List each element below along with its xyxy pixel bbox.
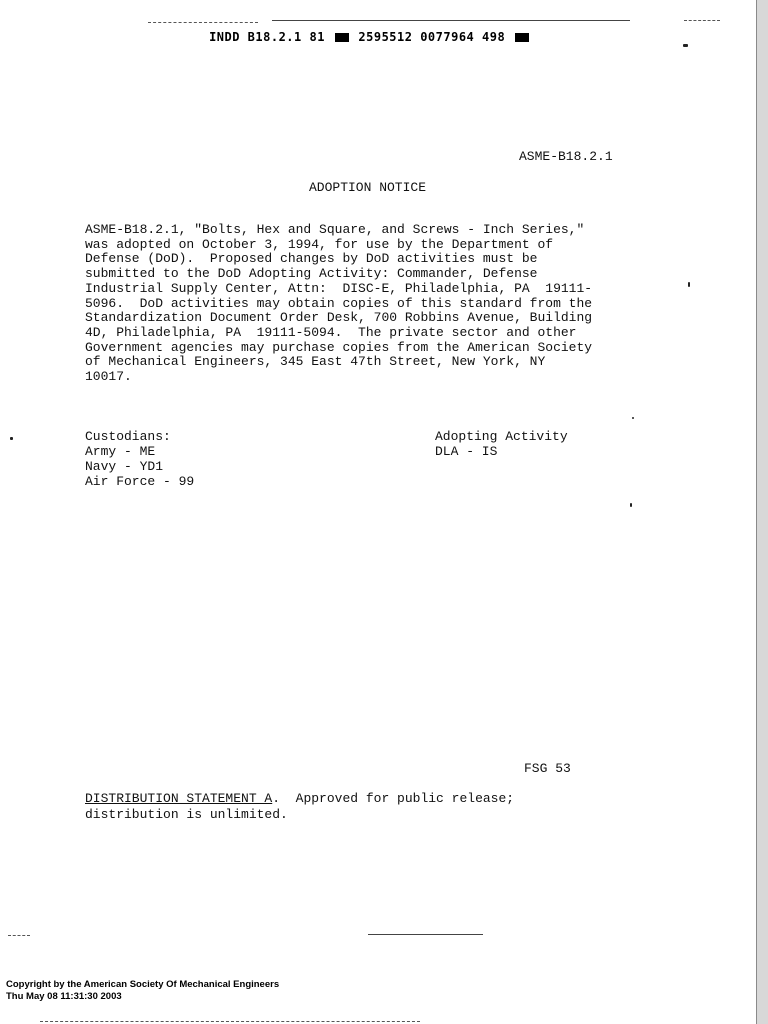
custodians-block — [85, 429, 194, 489]
document-id: ASME-B18.2.1 — [519, 149, 613, 164]
scan-page-edge — [756, 0, 768, 1024]
redaction-block-icon — [515, 33, 529, 42]
bottom-rule-left — [8, 935, 30, 936]
top-rule-left — [148, 22, 258, 23]
body-line: Industrial Supply Center, Attn: DISC-E, Philadelphia, PA 19111- — [85, 280, 593, 296]
body-line: Defense (DoD). Proposed changes by DoD activities must be — [85, 251, 538, 267]
document-title: ADOPTION NOTICE — [308, 180, 427, 195]
scan-speck — [683, 44, 688, 47]
body-line: 4D, Philadelphia, PA 19111-5094. The private sector and other — [85, 324, 577, 340]
distribution-statement — [85, 791, 514, 823]
timestamp-line: Thu May 08 11:31:30 2003 — [6, 991, 122, 1002]
custodian-item: Army - ME — [85, 444, 156, 459]
adopting-activity-heading: Adopting Activity — [435, 429, 568, 444]
fsg-code: FSG 53 — [524, 761, 571, 776]
scan-speck — [630, 503, 632, 507]
custodians-heading: Custodians: — [85, 429, 171, 444]
body-line: 5096. DoD activities may obtain copies of this standard from the — [85, 295, 593, 311]
copyright-footer — [6, 979, 279, 1003]
bottom-rule-center — [368, 934, 483, 935]
top-rule-corner — [684, 20, 720, 21]
body-line: was adopted on October 3, 1994, for use by the Department of — [85, 236, 554, 252]
custodian-item: Navy - YD1 — [85, 459, 164, 474]
body-line: 10017. — [85, 369, 132, 385]
top-rule-right — [272, 20, 630, 21]
bottom-rule-footer — [40, 1021, 420, 1022]
copyright-line: Copyright by the American Society Of Mechanical Engineers — [6, 979, 280, 990]
distribution-text-line1: . Approved for public release; — [272, 791, 515, 806]
scan-speck — [632, 417, 634, 419]
scan-speck — [688, 282, 690, 287]
scan-speck — [10, 437, 13, 440]
body-line: Standardization Document Order Desk, 700 Robbins Avenue, Building — [85, 310, 593, 326]
redaction-block-icon — [335, 33, 349, 42]
distribution-label: DISTRIBUTION STATEMENT A — [85, 791, 273, 806]
distribution-text-line2: distribution is unlimited. — [85, 807, 288, 822]
header-code-part2: 2595512 0077964 498 — [358, 30, 506, 44]
body-line: submitted to the DoD Adopting Activity: Commander, Defense — [85, 266, 538, 282]
custodian-item: Air Force - 99 — [85, 474, 195, 489]
body-line: Government agencies may purchase copies from the American Society — [85, 339, 593, 355]
adopting-activity-value: DLA - IS — [435, 444, 498, 459]
adopting-activity-block — [435, 429, 568, 459]
adoption-body-paragraph — [85, 223, 685, 385]
header-code-part1: INDD B18.2.1 81 — [209, 30, 325, 44]
body-line: of Mechanical Engineers, 345 East 47th Street, New York, NY — [85, 354, 546, 370]
document-header-code — [0, 30, 740, 44]
body-line: ASME-B18.2.1, "Bolts, Hex and Square, and Screws - Inch Series," — [85, 222, 585, 237]
